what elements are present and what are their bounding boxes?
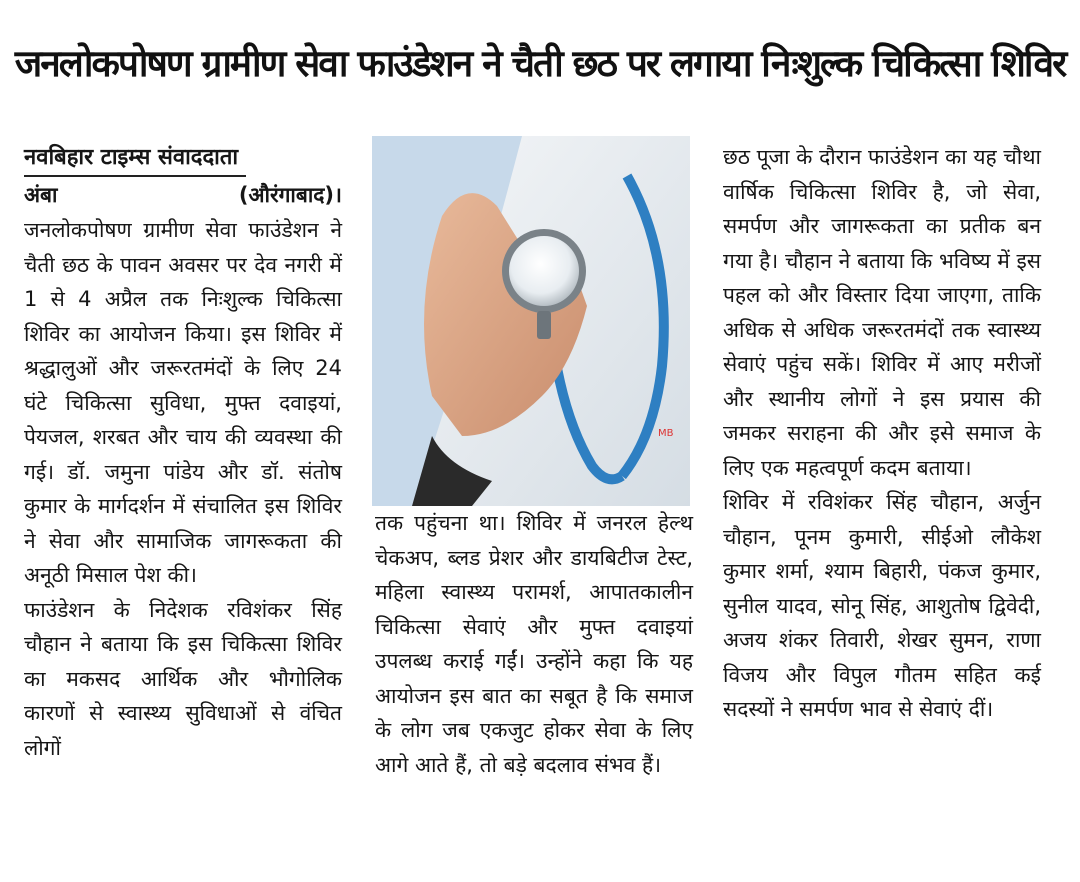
headline: जनलोकपोषण ग्रामीण सेवा फाउंडेशन ने चैती छठ पर लगाया निःशुल्क चिकित्सा शिविर	[14, 41, 1066, 85]
dateline-place: अंबा	[24, 183, 58, 207]
dateline	[24, 177, 342, 213]
paragraph: जनलोकपोषण ग्रामीण सेवा फाउंडेशन ने चैती छठ के पावन अवसर पर देव नगरी में 1 से 4 अप्रैल तक निःशुल्क चिकित्सा शिविर का आयोजन किया। इस शिविर में श्रद्धालुओं और जरूरतमंदों के लिए 24 घंटे चिकित्सा सुविधा, मुफ्त दवाइयां, पेयजल, शरबत और चाय की व्यवस्था की गई। डॉ. जमुना पांडेय और डॉ. संतोष कुमार के मार्गदर्शन में संचालित इस शिविर ने सेवा और सामाजिक जागरूकता की अनूठी मिसाल पेश की।	[24, 218, 342, 587]
dateline-district: (औरंगाबाद)।	[238, 183, 342, 207]
paragraph: शिविर में रविशंकर सिंह चौहान, अर्जुन चौहान, पूनम कुमारी, सीईओ लौकेश कुमार शर्मा, श्याम बिहारी, पंकज कुमार, सुनील यादव, सोनू सिंह, आशुतोष द्विवेदी, अजय शंकर तिवारी, शेखर सुमन, राणा विजय और विपुल गौतम सहित कई सदस्यों ने समर्पण भाव से सेवाएं दीं।	[723, 490, 1041, 721]
paragraph: तक पहुंचना था। शिविर में जनरल हेल्थ चेकअप, ब्लड प्रेशर और डायबिटीज टेस्ट, महिला स्वास्थ्य परामर्श, आपातकालीन चिकित्सा सेवाएं और मुफ्त दवाइयां उपलब्ध कराई गईं। उन्होंने कहा कि यह आयोजन इस बात का सबूत है कि समाज के लोग जब एकजुट होकर सेवा के लिए आगे आते हैं, तो बड़े बदलाव संभव हैं।	[375, 511, 693, 777]
paragraph: छठ पूजा के दौरान फाउंडेशन का यह चौथा वार्षिक चिकित्सा शिविर है, जो सेवा, समर्पण और जागरूकता का प्रतीक बन गया है। चौहान ने बताया कि भविष्य में इस पहल को और विस्तार दिया जाएगा, ताकि अधिक से अधिक जरूरतमंदों तक स्वास्थ्य सेवाएं पहुंच सकें। शिविर में आए मरीजों और स्थानीय लोगों ने इस प्रयास की जमकर सराहना की और इसे समाज के लिए एक महत्वपूर्ण कदम बताया।	[723, 145, 1041, 480]
article-column-3	[723, 140, 1041, 727]
article-column-1	[24, 140, 342, 765]
paragraph: फाउंडेशन के निदेशक रविशंकर सिंह चौहान ने बताया कि इस चिकित्सा शिविर का मकसद आर्थिक और भौगोलिक कारणों से स्वास्थ्य सुविधाओं से वंचित लोगों	[24, 597, 342, 760]
stethoscope-photo	[372, 136, 690, 506]
doctor-holding-stethoscope-image	[372, 136, 690, 506]
byline: नवबिहार टाइम्स संवाददाता	[24, 141, 246, 177]
article-column-2	[375, 506, 693, 782]
svg-text:MB: MB	[658, 428, 674, 439]
